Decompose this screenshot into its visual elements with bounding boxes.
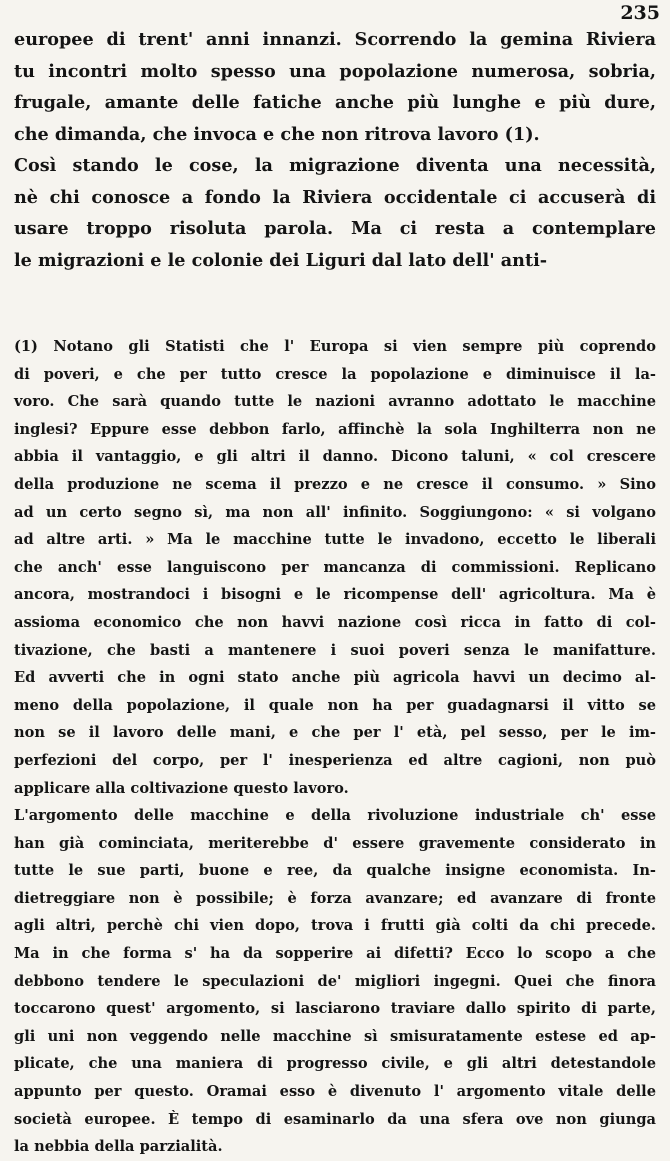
text-line: ad un certo segno sì, ma non all' infinito. Soggiungono: « si volgano	[14, 503, 656, 521]
text-line: di poveri, e che per tutto cresce la popolazione e diminuisce il la-	[14, 365, 656, 383]
page-number: 235	[620, 2, 660, 24]
text-line: nè chi conosce a fondo la Riviera occidentale ci accuserà di	[14, 186, 656, 208]
text-line: inglesi? Eppure esse debbon farlo, affinchè la sola Inghilterra non ne	[14, 420, 656, 438]
text-line: le migrazioni e le colonie dei Liguri dal lato dell' anti-	[14, 249, 548, 271]
text-line: applicare alla coltivazione questo lavoro.	[14, 779, 349, 797]
text-line: tutte le sue parti, buone e ree, da qualche insigne economista. In-	[14, 862, 656, 880]
text-line: Ma in che forma s' ha da sopperire ai difetti? Ecco lo scopo a che	[14, 945, 656, 963]
text-line: voro. Che sarà quando tutte le nazioni avranno adottato le macchine	[14, 393, 656, 411]
text-line: assioma economico che non havvi nazione così ricca in fatto di col-	[14, 613, 656, 631]
text-line: Così stando le cose, la migrazione diventa una necessità,	[14, 155, 656, 176]
text-line: meno della popolazione, il quale non ha per guadagnarsi il vitto se	[14, 696, 656, 714]
text-line: (1) Notano gli Statisti che l' Europa si vien sempre più coprendo	[14, 338, 656, 355]
text-line: ad altre arti. » Ma le macchine tutte le invadono, eccetto le liberali	[14, 531, 656, 549]
text-line: han già cominciata, meriterebbe d' essere gravemente considerato in	[14, 834, 656, 852]
text-line: appunto per questo. Oramai esso è divenuto l' argomento vitale delle	[14, 1083, 656, 1101]
text-line: plicate, che una maniera di progresso civile, e gli altri detestandole	[14, 1055, 656, 1073]
text-line: L'argomento delle macchine e della rivoluzione industriale ch' esse	[14, 807, 656, 825]
text-line: della produzione ne scema il prezzo e ne cresce il consumo. » Sino	[14, 475, 656, 493]
text-line: la nebbia della parzialità.	[14, 1138, 223, 1156]
text-line: non se il lavoro delle mani, e che per l' età, pel sesso, per le im-	[14, 724, 656, 742]
text-line: toccarono quest' argomento, si lasciarono traviare dallo spirito di parte,	[14, 1000, 656, 1018]
footnote	[14, 333, 656, 1161]
text-line: frugale, amante delle fatiche anche più lunghe e più dure,	[14, 92, 656, 113]
text-line: gli uni non veggendo nelle macchine sì smisuratamente estese ed ap-	[14, 1027, 656, 1045]
text-line: società europee. È tempo di esaminarlo da una sfera ove non giunga	[14, 1110, 656, 1128]
text-line: agli altri, perchè chi vien dopo, trova i frutti già colti da chi precede.	[14, 917, 656, 935]
text-line: abbia il vantaggio, e gli altri il danno. Dicono taluni, « col crescere	[14, 448, 656, 466]
text-line: perfezioni del corpo, per l' inesperienza ed altre cagioni, non può	[14, 751, 656, 769]
text-line: che dimanda, che invoca e che non ritrova lavoro (1).	[14, 123, 540, 145]
text-line: che anch' esse languiscono per mancanza di commissioni. Replicano	[14, 558, 656, 576]
text-line: Ed avverti che in ogni stato anche più agricola havvi un decimo al-	[14, 669, 656, 687]
text-line: debbono tendere le speculazioni de' migliori ingegni. Quei che finora	[14, 972, 656, 990]
text-line: tivazione, che basti a mantenere i suoi poveri senza le manifatture.	[14, 641, 656, 659]
text-line: europee di trent' anni innanzi. Scorrendo la gemina Riviera	[14, 29, 656, 50]
text-line: tu incontri molto spesso una popolazione numerosa, sobria,	[14, 60, 656, 82]
main-text	[14, 24, 656, 276]
text-line: ancora, mostrandoci i bisogni e le ricompense dell' agricoltura. Ma è	[14, 586, 656, 604]
text-line: dietreggiare non è possibile; è forza avanzare; ed avanzare di fronte	[14, 889, 656, 907]
text-line: usare troppo risoluta parola. Ma ci resta a contemplare	[14, 218, 656, 239]
